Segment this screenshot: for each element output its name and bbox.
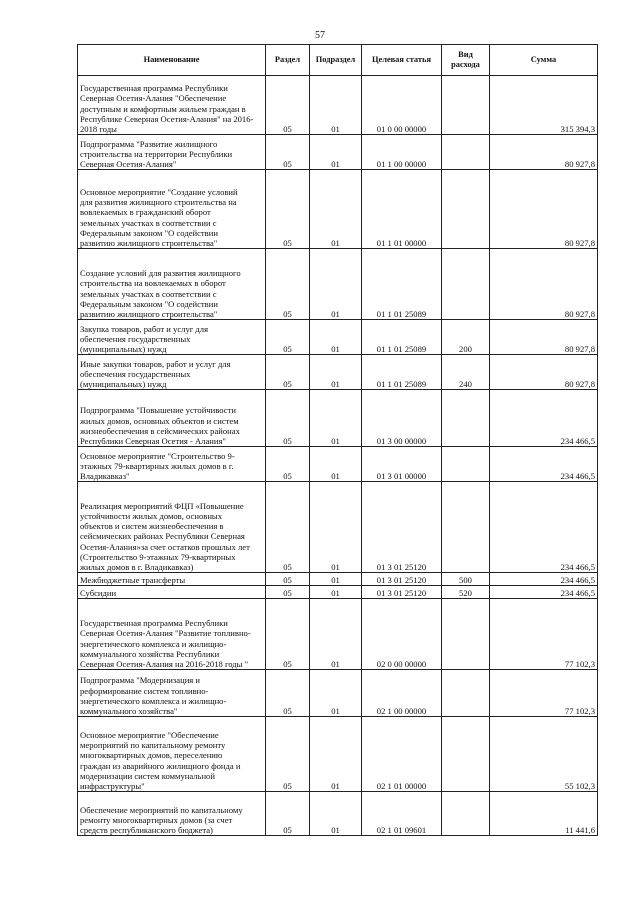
column-header-name: Наименование bbox=[78, 45, 266, 76]
row-subsection: 01 bbox=[310, 170, 362, 249]
row-section: 05 bbox=[266, 599, 310, 670]
row-name: Основное мероприятие "Строительство 9- этажных 79-квартирных жилых домов в г. Владикавказ" bbox=[78, 447, 266, 482]
row-target: 01 3 01 25120 bbox=[362, 482, 442, 573]
row-subsection: 01 bbox=[310, 355, 362, 390]
row-amount: 77 102,3 bbox=[490, 670, 598, 717]
row-subsection: 01 bbox=[310, 249, 362, 320]
row-expense-type bbox=[442, 599, 490, 670]
table-header-row bbox=[78, 45, 598, 76]
row-subsection: 01 bbox=[310, 76, 362, 135]
row-target: 02 1 00 00000 bbox=[362, 670, 442, 717]
row-amount: 80 927,8 bbox=[490, 320, 598, 355]
row-expense-type: 500 bbox=[442, 573, 490, 586]
row-target: 01 3 01 25120 bbox=[362, 586, 442, 599]
table-row bbox=[78, 447, 598, 482]
table-row bbox=[78, 320, 598, 355]
row-amount: 80 927,8 bbox=[490, 135, 598, 170]
row-subsection: 01 bbox=[310, 390, 362, 447]
row-subsection: 01 bbox=[310, 717, 362, 792]
row-section: 05 bbox=[266, 717, 310, 792]
column-header-section: Раздел bbox=[266, 45, 310, 76]
row-section: 05 bbox=[266, 249, 310, 320]
table-row bbox=[78, 249, 598, 320]
row-expense-type bbox=[442, 482, 490, 573]
row-expense-type bbox=[442, 135, 490, 170]
row-expense-type: 240 bbox=[442, 355, 490, 390]
row-expense-type bbox=[442, 249, 490, 320]
row-name: Подпрограмма "Развитие жилищного строительства на территории Республики Северная Осетия-Алания" bbox=[78, 135, 266, 170]
row-expense-type bbox=[442, 447, 490, 482]
row-target: 01 1 00 00000 bbox=[362, 135, 442, 170]
row-section: 05 bbox=[266, 573, 310, 586]
row-section: 05 bbox=[266, 170, 310, 249]
table-row bbox=[78, 573, 598, 586]
row-amount: 234 466,5 bbox=[490, 573, 598, 586]
column-header-amount: Сумма bbox=[490, 45, 598, 76]
row-name: Иные закупки товаров, работ и услуг для обеспечения государственных (муниципальных) нужд bbox=[78, 355, 266, 390]
row-section: 05 bbox=[266, 355, 310, 390]
row-amount: 315 394,3 bbox=[490, 76, 598, 135]
row-section: 05 bbox=[266, 482, 310, 573]
row-name: Субсидии bbox=[78, 586, 266, 599]
row-amount: 234 466,5 bbox=[490, 586, 598, 599]
row-amount: 234 466,5 bbox=[490, 482, 598, 573]
table-row bbox=[78, 135, 598, 170]
row-name: Основное мероприятие "Создание условий для развития жилищного строительства на вовлекаемых в гражданский оборот земельных участках в соответствии с Федеральным законом "О содействии развитию жилищного строительства" bbox=[78, 170, 266, 249]
row-name: Подпрограмма "Модернизация и реформирование систем топливно- энергетического комплекса и жилищно- коммунального хозяйства" bbox=[78, 670, 266, 717]
row-target: 01 0 00 00000 bbox=[362, 76, 442, 135]
row-section: 05 bbox=[266, 447, 310, 482]
row-subsection: 01 bbox=[310, 586, 362, 599]
row-section: 05 bbox=[266, 320, 310, 355]
row-expense-type bbox=[442, 170, 490, 249]
table-row bbox=[78, 76, 598, 135]
row-target: 01 1 01 25089 bbox=[362, 320, 442, 355]
row-name: Межбюджетные трансферты bbox=[78, 573, 266, 586]
row-target: 01 1 01 25089 bbox=[362, 249, 442, 320]
row-name: Обеспечение мероприятий по капитальному ремонту многоквартирных домов (за счет средств республиканского бюджета) bbox=[78, 792, 266, 836]
row-name: Государственная программа Республики Северная Осетия-Алания "Обеспечение доступным и комфортным жильем граждан в Республике Северная Осетия-Алания" на 2016- 2018 годы bbox=[78, 76, 266, 135]
row-expense-type bbox=[442, 670, 490, 717]
row-target: 01 1 01 00000 bbox=[362, 170, 442, 249]
row-section: 05 bbox=[266, 792, 310, 836]
row-section: 05 bbox=[266, 76, 310, 135]
table-row bbox=[78, 599, 598, 670]
row-amount: 80 927,8 bbox=[490, 170, 598, 249]
row-target: 02 0 00 00000 bbox=[362, 599, 442, 670]
row-subsection: 01 bbox=[310, 599, 362, 670]
table-row bbox=[78, 355, 598, 390]
row-amount: 77 102,3 bbox=[490, 599, 598, 670]
row-target: 02 1 01 00000 bbox=[362, 717, 442, 792]
row-subsection: 01 bbox=[310, 447, 362, 482]
table-row bbox=[78, 670, 598, 717]
table-row bbox=[78, 482, 598, 573]
row-expense-type: 520 bbox=[442, 586, 490, 599]
row-amount: 80 927,8 bbox=[490, 355, 598, 390]
row-name: Подпрограмма "Повышение устойчивости жилых домов, основных объектов и систем жизнеобеспечения в сейсмических районах Республики Северная Осетия - Алания" bbox=[78, 390, 266, 447]
row-expense-type bbox=[442, 792, 490, 836]
row-name: Закупка товаров, работ и услуг для обеспечения государственных (муниципальных) нужд bbox=[78, 320, 266, 355]
row-expense-type bbox=[442, 717, 490, 792]
row-expense-type: 200 bbox=[442, 320, 490, 355]
table-row bbox=[78, 717, 598, 792]
row-amount: 234 466,5 bbox=[490, 390, 598, 447]
row-name: Создание условий для развития жилищного строительства на вовлекаемых в оборот земельных участках в соответствии с Федеральным законом "О содействии развитию жилищного строительства" bbox=[78, 249, 266, 320]
table-row bbox=[78, 586, 598, 599]
table-row bbox=[78, 390, 598, 447]
column-header-expense-type: Вид расхода bbox=[442, 45, 490, 76]
row-target: 01 3 01 00000 bbox=[362, 447, 442, 482]
row-subsection: 01 bbox=[310, 135, 362, 170]
row-amount: 80 927,8 bbox=[490, 249, 598, 320]
budget-table bbox=[77, 44, 598, 836]
row-target: 01 1 01 25089 bbox=[362, 355, 442, 390]
row-subsection: 01 bbox=[310, 482, 362, 573]
table-row bbox=[78, 170, 598, 249]
row-expense-type bbox=[442, 76, 490, 135]
row-name: Реализация мероприятий ФЦП «Повышение устойчивости жилых домов, основных объектов и систем жизнеобеспечения в сейсмических районах Республики Северная Осетия-Алания»за счет остатков прошлых лет (Строительство 9-этажных 79-квартирных жилых домов в г. Владикавказ) bbox=[78, 482, 266, 573]
row-section: 05 bbox=[266, 390, 310, 447]
column-header-subsection: Подраздел bbox=[310, 45, 362, 76]
row-target: 01 3 01 25120 bbox=[362, 573, 442, 586]
page-number: 57 bbox=[315, 30, 325, 41]
row-target: 01 3 00 00000 bbox=[362, 390, 442, 447]
row-name: Основное мероприятие "Обеспечение мероприятий по капитальному ремонту многоквартирных домов, переселению граждан из аварийного жилищного фонда и модернизации систем коммунальной инфраструктуры" bbox=[78, 717, 266, 792]
row-target: 02 1 01 09601 bbox=[362, 792, 442, 836]
row-expense-type bbox=[442, 390, 490, 447]
row-amount: 11 441,6 bbox=[490, 792, 598, 836]
row-name: Государственная программа Республики Северная Осетия-Алания "Развитие топливно- энергетического комплекса и жилищно- коммунального хозяйства Республики Северная Осетия-Алания на 2016-2018 годы " bbox=[78, 599, 266, 670]
row-amount: 55 102,3 bbox=[490, 717, 598, 792]
row-subsection: 01 bbox=[310, 670, 362, 717]
column-header-target: Целевая статья bbox=[362, 45, 442, 76]
row-subsection: 01 bbox=[310, 573, 362, 586]
row-subsection: 01 bbox=[310, 320, 362, 355]
row-section: 05 bbox=[266, 670, 310, 717]
row-subsection: 01 bbox=[310, 792, 362, 836]
row-section: 05 bbox=[266, 586, 310, 599]
row-amount: 234 466,5 bbox=[490, 447, 598, 482]
row-section: 05 bbox=[266, 135, 310, 170]
table-row bbox=[78, 792, 598, 836]
